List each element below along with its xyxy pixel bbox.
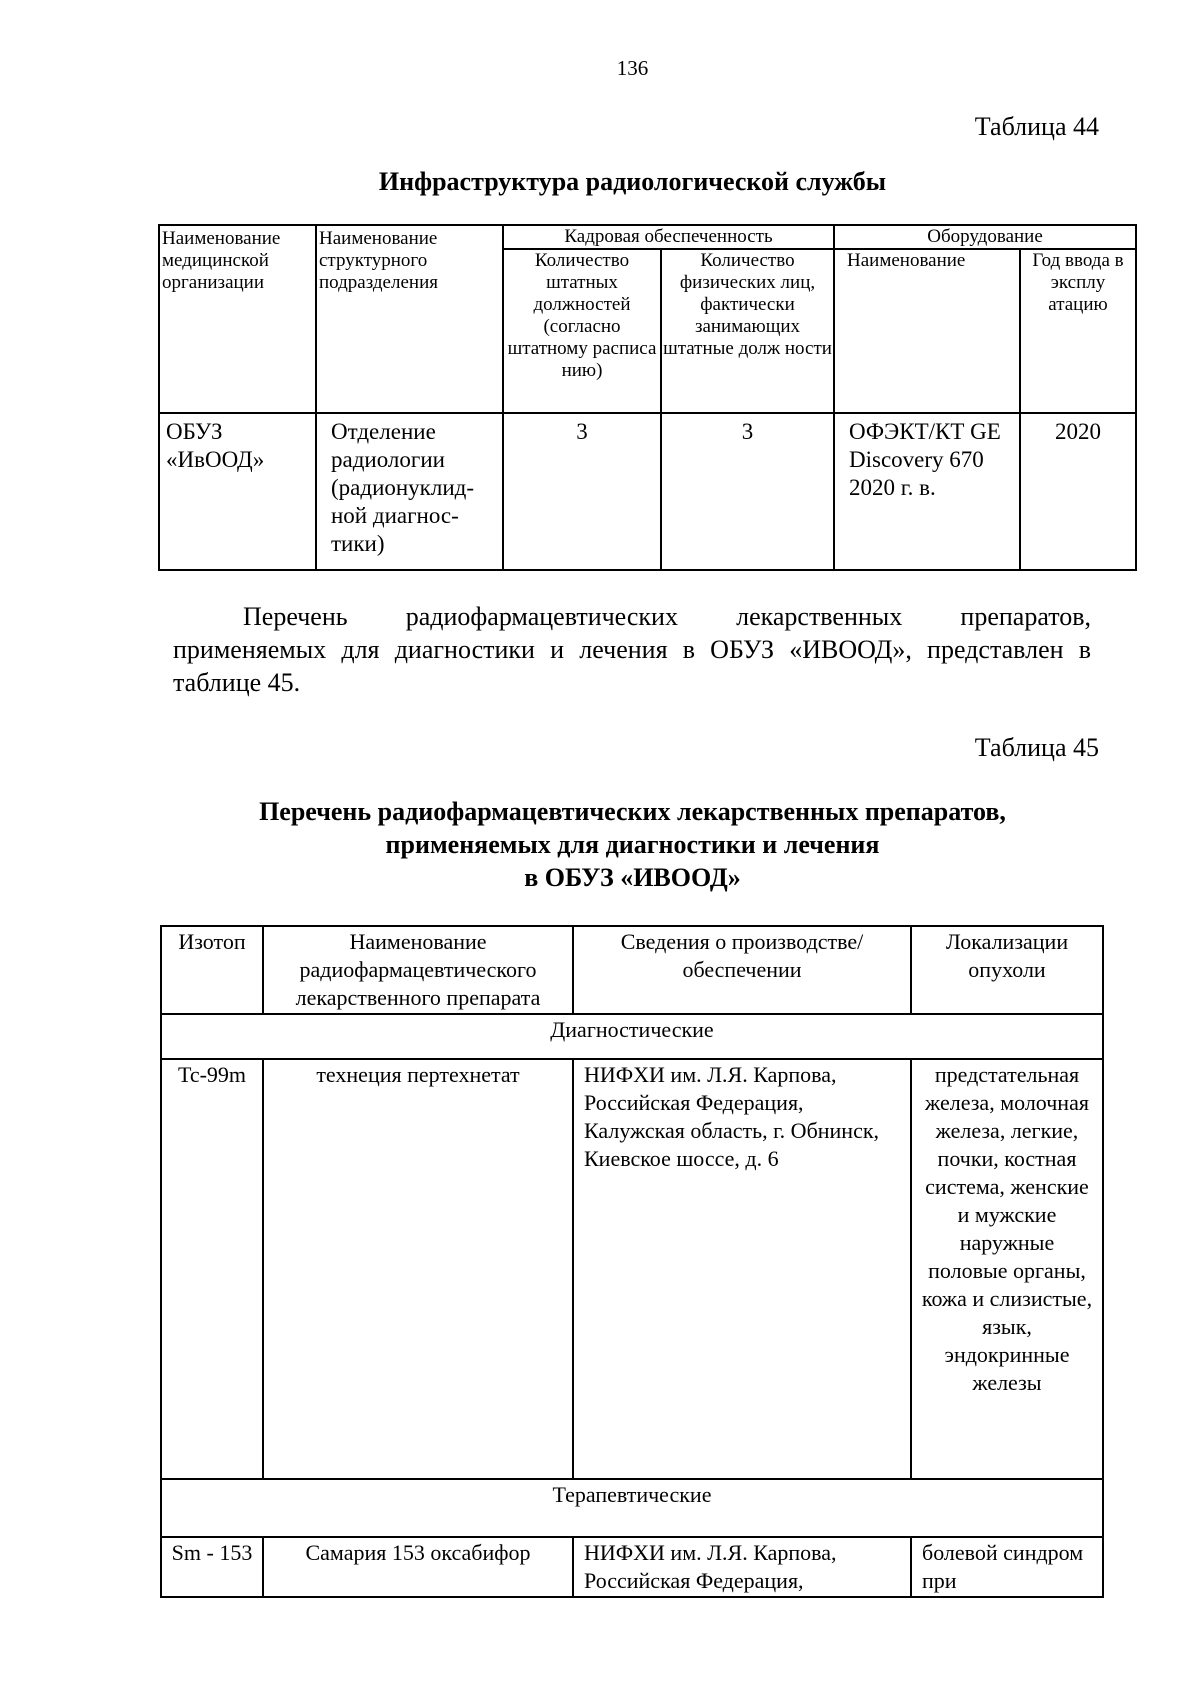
table-44-label: Таблица 44 xyxy=(974,112,1099,141)
body-paragraph xyxy=(173,600,1091,699)
table-45-title-line: в ОБУЗ «ИВООД» xyxy=(524,863,741,892)
header-staff-positions: Количество штатных должностей (согласно штатному расписа нию) xyxy=(503,249,661,413)
cell-unit: Отделение радиологии (радионуклид-ной диагнос-тики) xyxy=(316,413,503,570)
cell-localization: предстательная железа, молочная железа, легкие, почки, костная система, женские и мужские наружные половые органы, кожа и слизистые, язык, эндокринные железы xyxy=(911,1059,1103,1479)
table-row xyxy=(161,1537,1103,1597)
body-paragraph-text: Перечень радиофармацевтических лекарственных препаратов, применяемых для диагностики и лечения в ОБУЗ «ИВООД», представлен в таблице 45. xyxy=(173,602,1091,697)
header-isotope: Изотоп xyxy=(161,926,263,1014)
cell-equip-name: ОФЭКТ/КТ GE Discovery 670 2020 г. в. xyxy=(834,413,1020,570)
header-staffing: Кадровая обеспеченность xyxy=(503,225,834,249)
table-row xyxy=(161,1059,1103,1479)
table-45-title xyxy=(0,795,1200,894)
cell-equip-year: 2020 xyxy=(1020,413,1136,570)
cell-drug: технеция пертехнетат xyxy=(263,1059,573,1479)
cell-localization: болевой синдром при xyxy=(911,1537,1103,1597)
header-staff-persons: Количество физических лиц, фактически занимающих штатные долж ности xyxy=(661,249,834,413)
cell-production: НИФХИ им. Л.Я. Карпова, Российская Федерация, Калужская область, г. Обнинск, Киевское шоссе, д. 6 xyxy=(573,1059,911,1479)
section-diagnostic: Диагностические xyxy=(161,1014,1103,1059)
header-drug: Наименование радиофармацевтического лекарственного препарата xyxy=(263,926,573,1014)
header-equip-year: Год ввода в эксплу атацию xyxy=(1020,249,1136,413)
header-org: Наименование медицинской организации xyxy=(159,225,316,413)
cell-staff-positions: 3 xyxy=(503,413,661,570)
header-equipment: Оборудование xyxy=(834,225,1136,249)
page-number: 136 xyxy=(616,56,649,80)
header-equip-name: Наименование xyxy=(834,249,1020,413)
header-production: Сведения о производстве/обеспечении xyxy=(573,926,911,1014)
cell-production: НИФХИ им. Л.Я. Карпова, Российская Федерация, xyxy=(573,1537,911,1597)
cell-drug: Самария 153 оксабифор xyxy=(263,1537,573,1597)
table-row xyxy=(159,413,1136,570)
cell-org: ОБУЗ «ИвООД» xyxy=(159,413,316,570)
table-45-label: Таблица 45 xyxy=(974,733,1099,762)
table-45-title-line: Перечень радиофармацевтических лекарственных препаратов, xyxy=(259,797,1006,826)
table-45-title-line: применяемых для диагностики и лечения xyxy=(385,830,880,859)
cell-isotope: Sm - 153 xyxy=(161,1537,263,1597)
table-44 xyxy=(158,224,1137,571)
header-localization: Локализации опухоли xyxy=(911,926,1103,1014)
header-unit: Наименование структурного подразделения xyxy=(316,225,503,413)
cell-isotope: Tc-99m xyxy=(161,1059,263,1479)
cell-staff-persons: 3 xyxy=(661,413,834,570)
table-44-title: Инфраструктура радиологической службы xyxy=(378,167,887,196)
section-therapeutic: Терапевтические xyxy=(161,1479,1103,1537)
table-45 xyxy=(160,925,1104,1598)
